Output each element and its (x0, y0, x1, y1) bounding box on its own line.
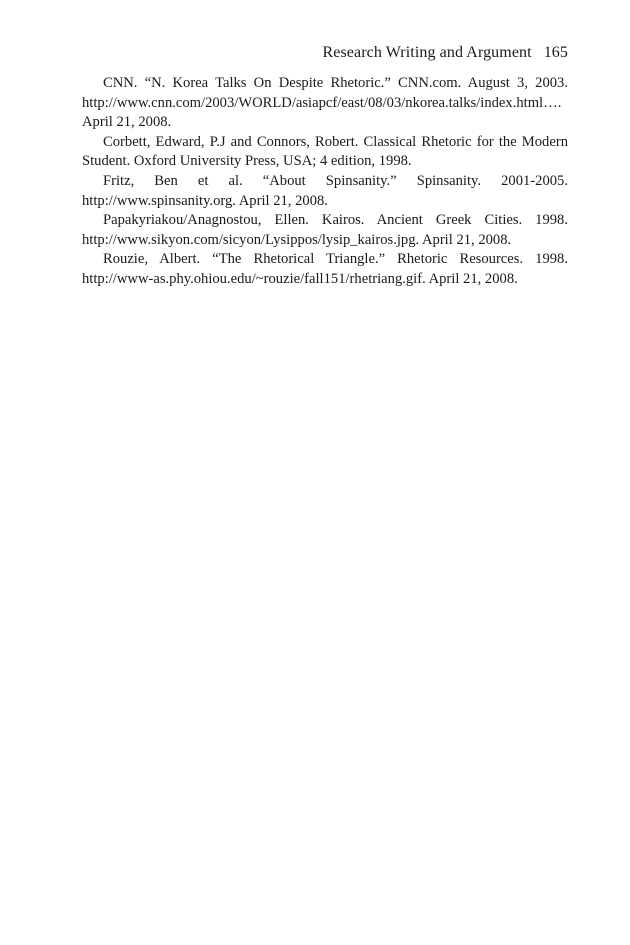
running-title: Research Writing and Argument (322, 44, 532, 61)
page (82, 42, 568, 290)
reference-entry: Corbett, Edward, P.J and Connors, Robert. Classical Rhetoric for the Modern Student. Oxford University Press, USA; 4 edition, 1998. (82, 133, 568, 170)
reference-list (82, 74, 568, 290)
reference-entry: CNN. “N. Korea Talks On Despite Rhetoric.” CNN.com. August 3, 2003. http://www.cnn.com/2003/WORLD/asiapcf/east/08/03/nkorea.talks/index.html…. April 21, 2008. (82, 75, 568, 131)
running-head (82, 42, 568, 64)
reference-entry: Rouzie, Albert. “The Rhetorical Triangle.” Rhetoric Resources. 1998. http://www-as.phy.ohiou.edu/~rouzie/fall151/rhetriang.gif. April 21, 2008. (82, 251, 568, 287)
page-number: 165 (543, 44, 568, 61)
reference-entry: Fritz, Ben et al. “About Spinsanity.” Spinsanity. 2001-2005. http://www.spinsanity.org. April 21, 2008. (82, 172, 568, 209)
reference-entry: Papakyriakou/Anagnostou, Ellen. Kairos. Ancient Greek Cities. 1998. http://www.sikyon.com/sicyon/Lysippos/lysip_kairos.jpg. April 21, 2008. (82, 212, 568, 248)
